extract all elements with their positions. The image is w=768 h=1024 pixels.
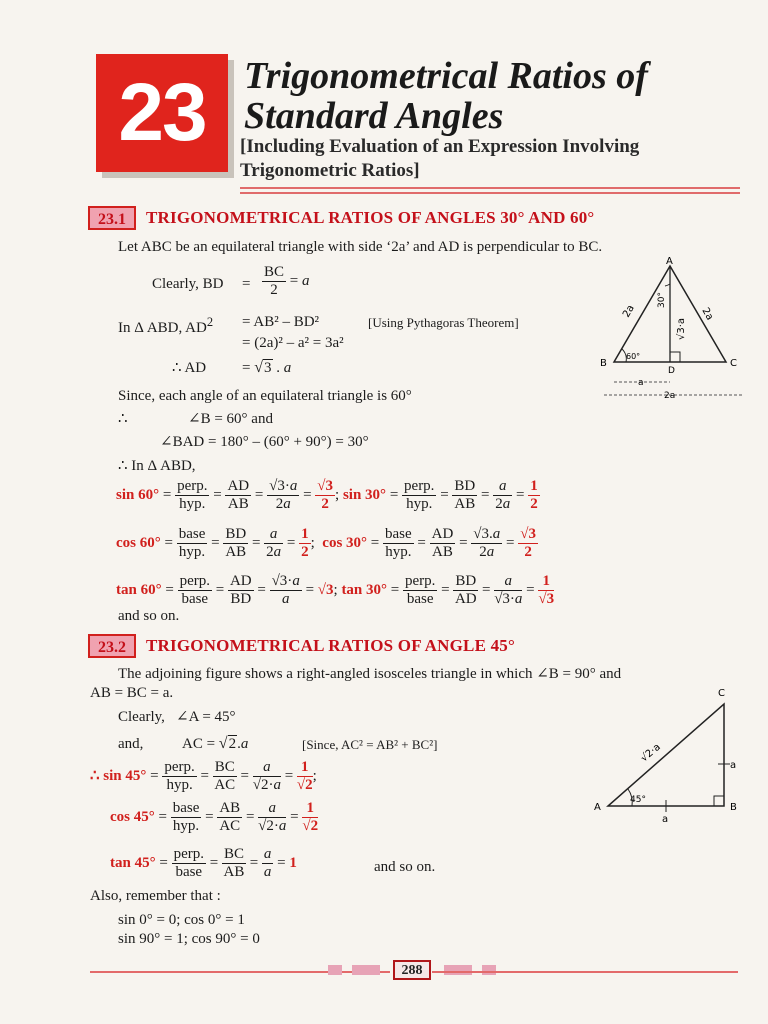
- remember-label: Also, remember that :: [90, 888, 221, 904]
- cos60-row: cos 60° = $\frac{\text{base}}{\text{hyp.}}$ = $\frac{BD}{AB}$ = $\frac{a}{2a}$ = $\frac{1}{2}$ ; cos 30° = $\frac{\text{base}}{\text{hyp.}}$ = $\frac{AD}{AB}$ = $\frac{√3.a}{2a}$ = $\frac{√3}{2}$: [116, 526, 536, 560]
- section2-intro-2: AB = BC = a.: [90, 685, 174, 701]
- sin60-row: sin 60° = $\frac{\text{perp.}}{\text{hyp.}}$ = $\frac{AD}{AB}$ = $\frac{√3\cdot a}{2a}$ = $\frac{√3}{2}$ ; sin 30° = $\frac{\text{perp.}}{\text{hyp.}}$ = $\frac{BD}{AB}$ = $\frac{a}{2a}$ = $\frac{1}{2}$: [116, 478, 538, 512]
- cos45-row: cos 45° = $\frac{\text{base}}{\text{hyp.}}$ = $\frac{AB}{AC}$ = $\frac{a}{√2\cdot a}$ = $\frac{1}{√2}$: [110, 800, 319, 834]
- cos30-label: cos 30°: [322, 534, 368, 551]
- since-line: Since, each angle of an equilateral triangle is 60°: [118, 388, 412, 404]
- and-so-on-1: and so on.: [118, 608, 180, 624]
- tan45-row: tan 45° = $\frac{\text{perp.}}{\text{base}}$ = $\frac{BC}{AB}$ = $\frac{a}{a}$ = 1: [110, 846, 297, 880]
- footer-stripe-1: [328, 965, 342, 975]
- footer-stripe-3: [444, 965, 472, 975]
- clearly-label: Clearly,: [118, 709, 165, 725]
- sin45-label: ∴ sin 45°: [90, 767, 147, 784]
- section-number-23-2: 23.2: [88, 634, 136, 658]
- in-abd-ad2: In Δ ABD, $AD^2$: [118, 315, 214, 336]
- angle-b-line: ∠B = 60° and: [188, 411, 273, 427]
- header-rule: [240, 187, 740, 189]
- footer-stripe-2: [352, 965, 380, 975]
- cos60-label: cos 60°: [116, 534, 161, 551]
- footer-stripe-4: [482, 965, 496, 975]
- rule-sin0: sin 0° = 0; cos 0° = 1: [118, 912, 245, 928]
- eq-2a-squared: = (2a)² – a² = 3a²: [242, 335, 344, 351]
- fig2-side-ab: a: [662, 814, 669, 824]
- section1-intro: Let ABC be an equilateral triangle with side ‘2a’ and AD is perpendicular to BC.: [118, 239, 603, 255]
- fig1-vertex-a: A: [666, 256, 673, 267]
- ad-value: = √3 . a: [242, 359, 292, 376]
- fig1-full-base: 2a: [664, 391, 676, 401]
- sin30-label: sin 30°: [342, 486, 387, 503]
- tan30-label: tan 30°: [341, 581, 388, 598]
- therefore-symbol: ∴: [118, 411, 128, 427]
- fig1-angle-base: 60°: [626, 352, 641, 361]
- sin45-row: ∴ sin 45° = $\frac{\text{perp.}}{\text{hyp.}}$ = $\frac{BC}{AC}$ = $\frac{a}{√2\cdot a}$ = $\frac{1}{√2}$ ;: [90, 759, 317, 793]
- angle-bad-line: ∠BAD = 180° – (60° + 90°) = 30°: [160, 434, 369, 450]
- in-abd-2: ∴ In Δ ABD,: [118, 458, 196, 474]
- fig1-side-right: 2a: [699, 306, 716, 323]
- pythagoras-note: [Using Pythagoras Theorem]: [368, 315, 519, 330]
- clearly-bd-label: Clearly, BD: [152, 276, 224, 292]
- fig1-altitude: √3·a: [676, 317, 687, 340]
- ac-eq: AC = √2.a: [182, 735, 249, 752]
- clearly-bd: [152, 275, 224, 293]
- fig1-vertex-d: D: [668, 366, 675, 376]
- bc-over-2: $\frac{BC}{2}$ = a: [264, 264, 310, 298]
- section-title-23-1: TRIGONOMETRICAL RATIOS OF ANGLES 30° AND 60°: [146, 208, 595, 227]
- cos45-label: cos 45°: [110, 808, 155, 825]
- header-rule-2: [240, 192, 740, 194]
- footer-rule-right: [432, 971, 738, 973]
- eq-sign: =: [242, 276, 251, 292]
- fig2-vertex-c: C: [718, 688, 725, 699]
- fig1-angle-top: 30°: [657, 292, 667, 308]
- sin60-label: sin 60°: [116, 486, 160, 503]
- tan60-label: tan 60°: [116, 581, 162, 598]
- section-title-23-2: TRIGONOMETRICAL RATIOS OF ANGLE 45°: [146, 636, 515, 655]
- page-number: 288: [393, 960, 431, 980]
- fig2-angle: 45°: [630, 795, 646, 805]
- rule-sin90: sin 90° = 1; cos 90° = 0: [118, 931, 260, 947]
- fig2-vertex-a: A: [594, 802, 601, 813]
- chapter-number: 23: [118, 67, 206, 158]
- fig1-side-left: 2a: [621, 303, 637, 320]
- section-number-23-1: 23.1: [88, 206, 136, 230]
- tan45-label: tan 45°: [110, 854, 156, 871]
- and-so-on-2: and so on.: [374, 859, 436, 875]
- chapter-title-line1: Trigonometrical Ratios of: [244, 55, 648, 97]
- in-abd-label: In Δ ABD, AD: [118, 320, 207, 336]
- tan60-row: tan 60° = $\frac{\text{perp.}}{\text{base}}$ = $\frac{AD}{BD}$ = $\frac{√3\cdot a}{a}$ = √3; tan 30° = $\frac{\text{perp.}}{\text{base}}$ = $\frac{BD}{AD}$ = $\frac{a}{√3\cdot a}$ = $\frac{1}{√3}$: [116, 573, 555, 607]
- fig1-half-base: a: [638, 378, 644, 388]
- ac-eq-label: AC =: [182, 736, 219, 752]
- chapter-subtitle-line1: [Including Evaluation of an Expression Involving: [240, 136, 640, 157]
- chapter-subtitle-line2: Trigonometric Ratios]: [240, 160, 420, 181]
- fig1-vertex-b: B: [600, 358, 607, 369]
- fig2-side-bc: a: [730, 760, 737, 771]
- chapter-title-line2: Standard Angles: [244, 95, 504, 137]
- equilateral-triangle-figure: [592, 252, 750, 402]
- fig2-vertex-b: B: [730, 802, 737, 813]
- fig2-hyp: √2·a: [638, 741, 663, 765]
- therefore-ad: ∴ AD: [172, 360, 207, 376]
- fig1-vertex-c: C: [730, 358, 737, 369]
- since-ac-note: [Since, AC² = AB² + BC²]: [302, 737, 438, 752]
- angle-a-45: ∠A = 45°: [176, 709, 236, 725]
- footer-rule-left: [90, 971, 390, 973]
- section2-intro-1: The adjoining figure shows a right-angled isosceles triangle in which ∠B = 90° and: [118, 666, 622, 682]
- right-triangle-figure: [590, 684, 750, 824]
- eq-ab2-bd2: = AB² – BD²: [242, 314, 320, 330]
- and-label: and,: [118, 736, 144, 752]
